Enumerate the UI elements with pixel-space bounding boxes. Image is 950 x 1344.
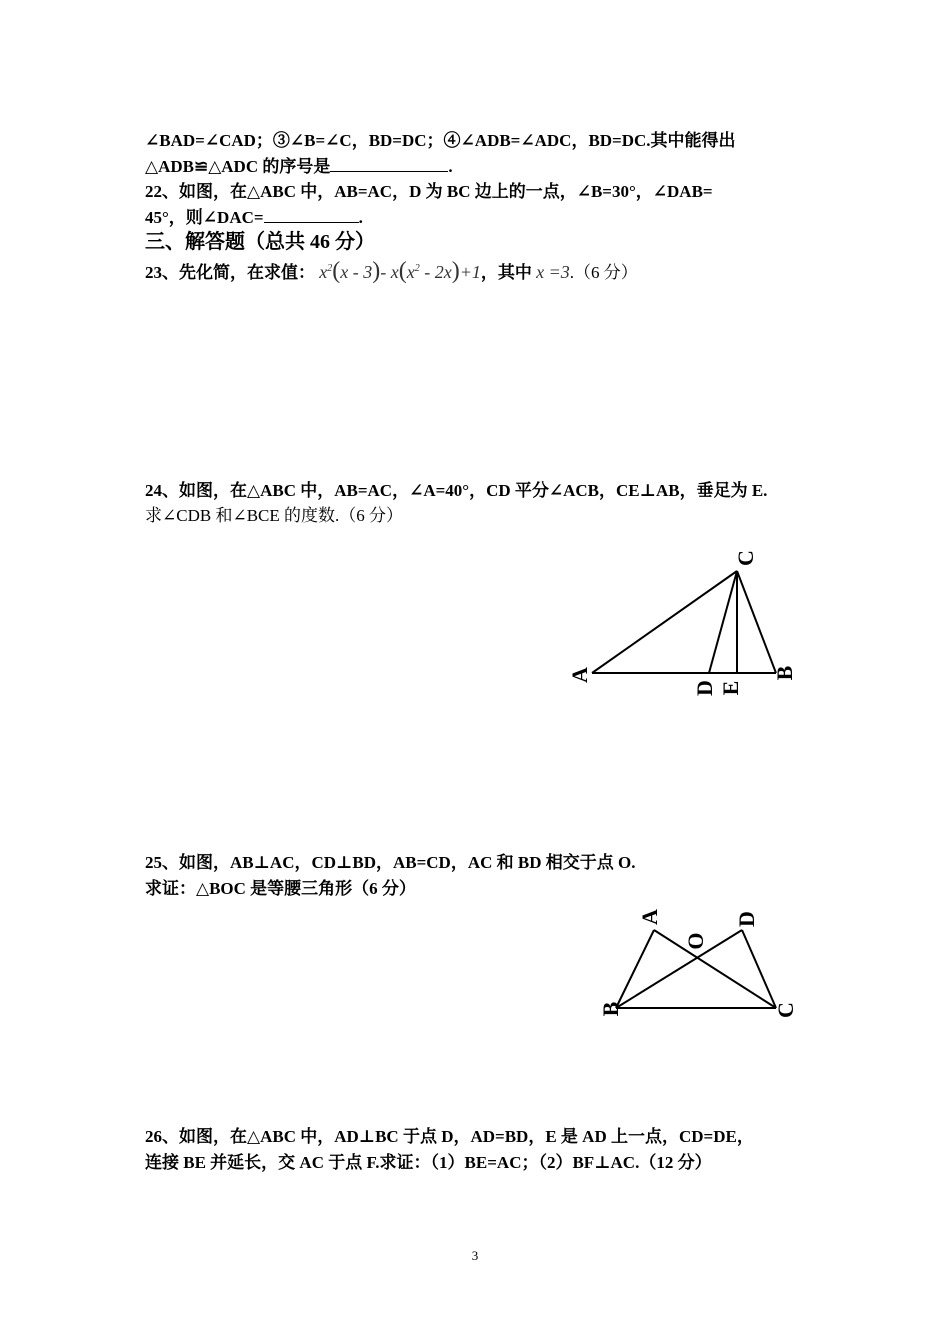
q23-prefix: 23、先化简，在求值： [145,263,315,282]
q23-line [145,258,638,285]
q21-line2 [145,152,453,177]
q23-middle: ，其中 [480,263,532,282]
q25-line2: 求证：△BOC 是等腰三角形（6 分） [145,879,416,898]
q25-label-A: A [637,909,662,925]
q26-line1: 26、如图，在△ABC 中，AD⊥BC 于点 D，AD=BD，E 是 AD 上一点，CD=DE， [145,1127,754,1146]
q21-answer-blank[interactable] [330,154,448,172]
q25-label-O: O [683,932,708,950]
q24-line2: 求∠CDB 和∠BCE 的度数.（6 分） [145,506,404,525]
q25-label-D: D [734,911,759,927]
q23-condition: x =3 [536,262,570,282]
q26-line2: 连接 BE 并延长，交 AC 于点 F.求证：（1）BE=AC；（2）BF⊥AC.（12 分） [145,1153,712,1172]
q24-label-B: B [772,665,797,681]
q24-label-D: D [692,680,717,696]
q22-answer-blank[interactable] [264,205,359,223]
q21-line2-end: . [448,157,453,176]
q23-expression: $x^2(x - 3)-$ $x(x^2 - 2x)+1$ [319,258,481,284]
q22-line1: 22、如图，在△ABC 中，AB=AC，D 为 BC 边上的一点，∠B=30°，∠DAB= [145,182,713,201]
q25-label-C: C [773,1002,798,1018]
q24-label-C: C [733,550,758,566]
q22-line2-end: . [358,208,363,227]
q25-figure [590,895,820,1030]
q24-label-E: E [718,680,743,696]
q25-label-B: B [598,1001,623,1017]
q25-line1: 25、如图，AB⊥AC，CD⊥BD，AB=CD，AC 和 BD 相交于点 O. [145,853,636,872]
q24-label-A: A [567,667,592,683]
q24-triangle-figure [560,540,820,710]
q22-line2-text: 45°，则∠DAC= [145,208,264,227]
q21-line1: ∠BAD=∠CAD；③∠B=∠C，BD=DC；④∠ADB=∠ADC，BD=DC.其中能得出 [145,131,736,150]
q23-suffix: .（6 分） [569,263,638,282]
section-3-title: 三、解答题（总共 46 分） [145,231,375,253]
q24-line1: 24、如图，在△ABC 中，AB=AC，∠A=40°，CD 平分∠ACB，CE⊥AB，垂足为 E. [145,481,768,500]
q21-line2-text: △ADB≌△ADC 的序号是 [145,157,331,176]
page-number: 3 [471,1248,479,1263]
